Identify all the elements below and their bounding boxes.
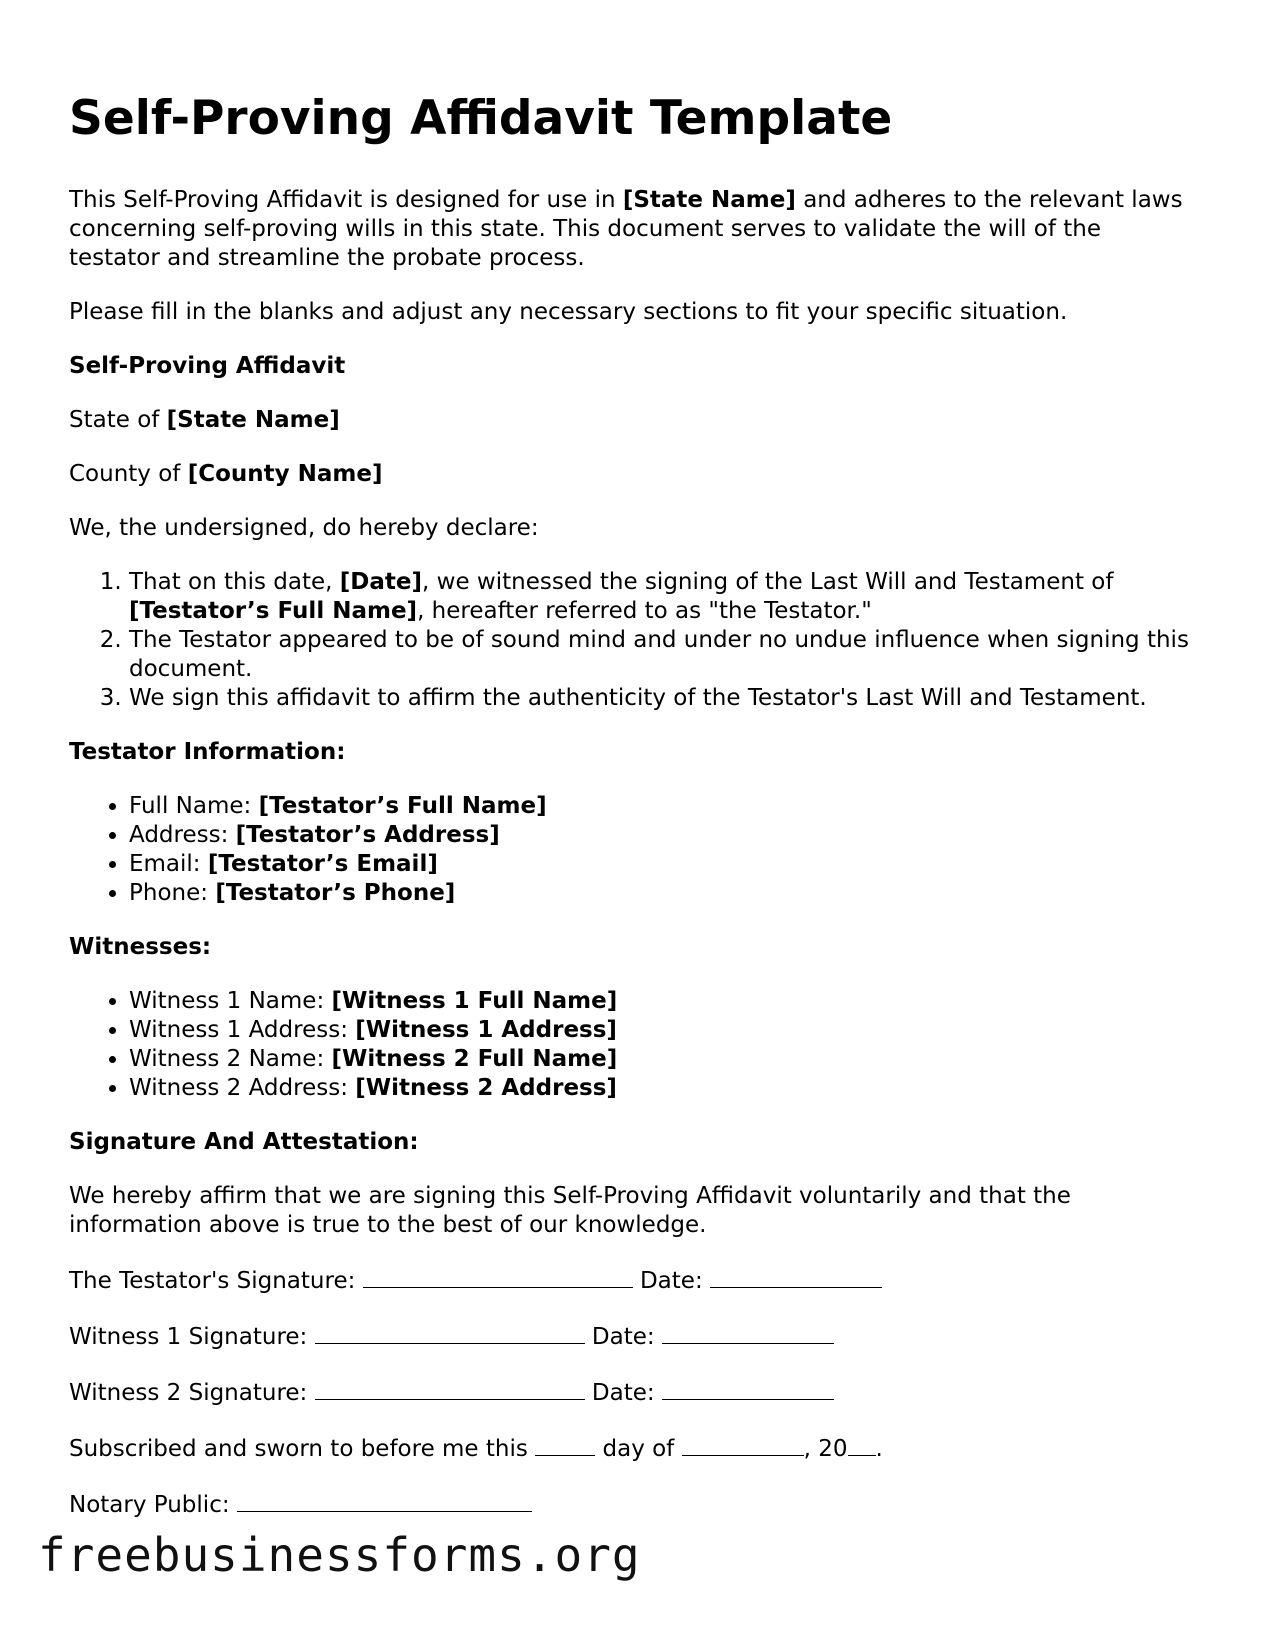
- testator-signature-blank[interactable]: [363, 1265, 633, 1288]
- notary-label: Notary Public:: [69, 1492, 237, 1518]
- decl1-text-2: , we witnessed the signing of the Last Will and Testament of: [422, 569, 1114, 595]
- testator-item: [129, 792, 1199, 821]
- sworn-text-3: , 20: [803, 1436, 848, 1462]
- decl1-name-placeholder: [Testator’s Full Name]: [129, 598, 418, 624]
- witness-item-value: [Witness 2 Full Name]: [331, 1046, 618, 1072]
- testator-list: [69, 792, 1199, 908]
- state-label: State of: [69, 407, 167, 433]
- testator-date-blank[interactable]: [710, 1265, 882, 1288]
- sworn-text-4: .: [875, 1436, 883, 1462]
- declaration-item-3: 3. We sign this affidavit to affirm the authenticity of the Testator's Last Will and Testament.: [129, 684, 1199, 713]
- witness1-signature-line: [69, 1321, 1199, 1352]
- testator-signature-line: [69, 1265, 1199, 1296]
- testator-item: [129, 879, 1199, 908]
- state-line: [69, 406, 1199, 435]
- witness-item-value: [Witness 1 Address]: [355, 1017, 617, 1043]
- testator-date-label: Date:: [632, 1268, 711, 1294]
- testator-item-label: Phone:: [129, 880, 216, 906]
- testator-item-value: [Testator’s Email]: [207, 851, 438, 877]
- sworn-year-blank[interactable]: [848, 1433, 876, 1456]
- witness1-signature-blank[interactable]: [315, 1321, 585, 1344]
- witness-item-label: Witness 1 Name:: [129, 988, 332, 1014]
- witness2-date-label: Date:: [584, 1380, 662, 1406]
- witness2-signature-label: Witness 2 Signature:: [69, 1380, 315, 1406]
- state-placeholder: [State Name]: [166, 407, 340, 433]
- testator-item: [129, 821, 1199, 850]
- declaration-item-1: [129, 568, 1199, 626]
- testator-item-label: Full Name:: [129, 793, 259, 819]
- testator-item-label: Email:: [129, 851, 208, 877]
- testator-signature-label: The Testator's Signature:: [69, 1268, 363, 1294]
- witness-item-label: Witness 2 Address:: [129, 1075, 356, 1101]
- witness1-date-label: Date:: [584, 1324, 662, 1350]
- document-page: [69, 84, 1199, 1545]
- testator-item-value: [Testator’s Address]: [235, 822, 500, 848]
- witness1-date-blank[interactable]: [662, 1321, 834, 1344]
- witnesses-heading: Witnesses:: [69, 934, 212, 960]
- intro-text-1: This Self-Proving Affidavit is designed for use in: [69, 187, 623, 213]
- witness2-signature-line: [69, 1377, 1199, 1408]
- notary-signature-blank[interactable]: [237, 1489, 532, 1512]
- intro-text-2: and adheres to the relevant laws concerning self-proving wills in this state. This document serves to validate the will of the testator and streamline the probate process.: [69, 187, 1183, 271]
- declaration-item-2: 2. The Testator appeared to be of sound mind and under no undue influence when signing this document.: [129, 626, 1199, 684]
- declaration-intro: We, the undersigned, do hereby declare:: [69, 515, 539, 541]
- county-label: County of: [69, 461, 188, 487]
- site-watermark: freebusinessforms.org: [38, 1528, 641, 1582]
- decl1-date-placeholder: [Date]: [339, 569, 423, 595]
- county-line: [69, 460, 1199, 489]
- witness-item-label: Witness 1 Address:: [129, 1017, 356, 1043]
- testator-item-label: Address:: [129, 822, 236, 848]
- affidavit-heading: Self-Proving Affidavit: [69, 353, 346, 379]
- witness-item-label: Witness 2 Name:: [129, 1046, 332, 1072]
- intro-paragraph: [69, 186, 1199, 273]
- declaration-list: [69, 568, 1199, 713]
- affirmation-paragraph: We hereby affirm that we are signing this Self-Proving Affidavit voluntarily and that the information above is true to the best of our knowledge.: [69, 1183, 1071, 1238]
- testator-heading: Testator Information:: [69, 739, 346, 765]
- witness-item: [129, 1016, 1199, 1045]
- sworn-day-blank[interactable]: [535, 1433, 595, 1456]
- witness1-signature-label: Witness 1 Signature:: [69, 1324, 315, 1350]
- testator-item: [129, 850, 1199, 879]
- decl1-text-1: That on this date,: [129, 569, 340, 595]
- intro-state-placeholder: [State Name]: [622, 187, 796, 213]
- sworn-line: [69, 1433, 1199, 1464]
- sworn-text-2: day of: [595, 1436, 682, 1462]
- witness2-date-blank[interactable]: [662, 1377, 834, 1400]
- witness-list: [69, 987, 1199, 1103]
- witness-item-value: [Witness 2 Address]: [355, 1075, 617, 1101]
- witness2-signature-blank[interactable]: [315, 1377, 585, 1400]
- testator-item-value: [Testator’s Full Name]: [258, 793, 547, 819]
- notary-line: [69, 1489, 1199, 1520]
- witness-item: [129, 987, 1199, 1016]
- sworn-text-1: Subscribed and sworn to before me this: [69, 1436, 536, 1462]
- witness-item: [129, 1074, 1199, 1103]
- document-title: Self-Proving Affidavit Template: [69, 91, 893, 146]
- witness-item-value: [Witness 1 Full Name]: [331, 988, 618, 1014]
- signature-heading: Signature And Attestation:: [69, 1129, 419, 1155]
- witness-item: [129, 1045, 1199, 1074]
- instructions-paragraph: Please fill in the blanks and adjust any necessary sections to fit your specific situation.: [69, 299, 1068, 325]
- sworn-month-blank[interactable]: [682, 1433, 804, 1456]
- testator-item-value: [Testator’s Phone]: [215, 880, 456, 906]
- county-placeholder: [County Name]: [187, 461, 383, 487]
- decl1-text-3: , hereafter referred to as "the Testator.": [417, 598, 872, 624]
